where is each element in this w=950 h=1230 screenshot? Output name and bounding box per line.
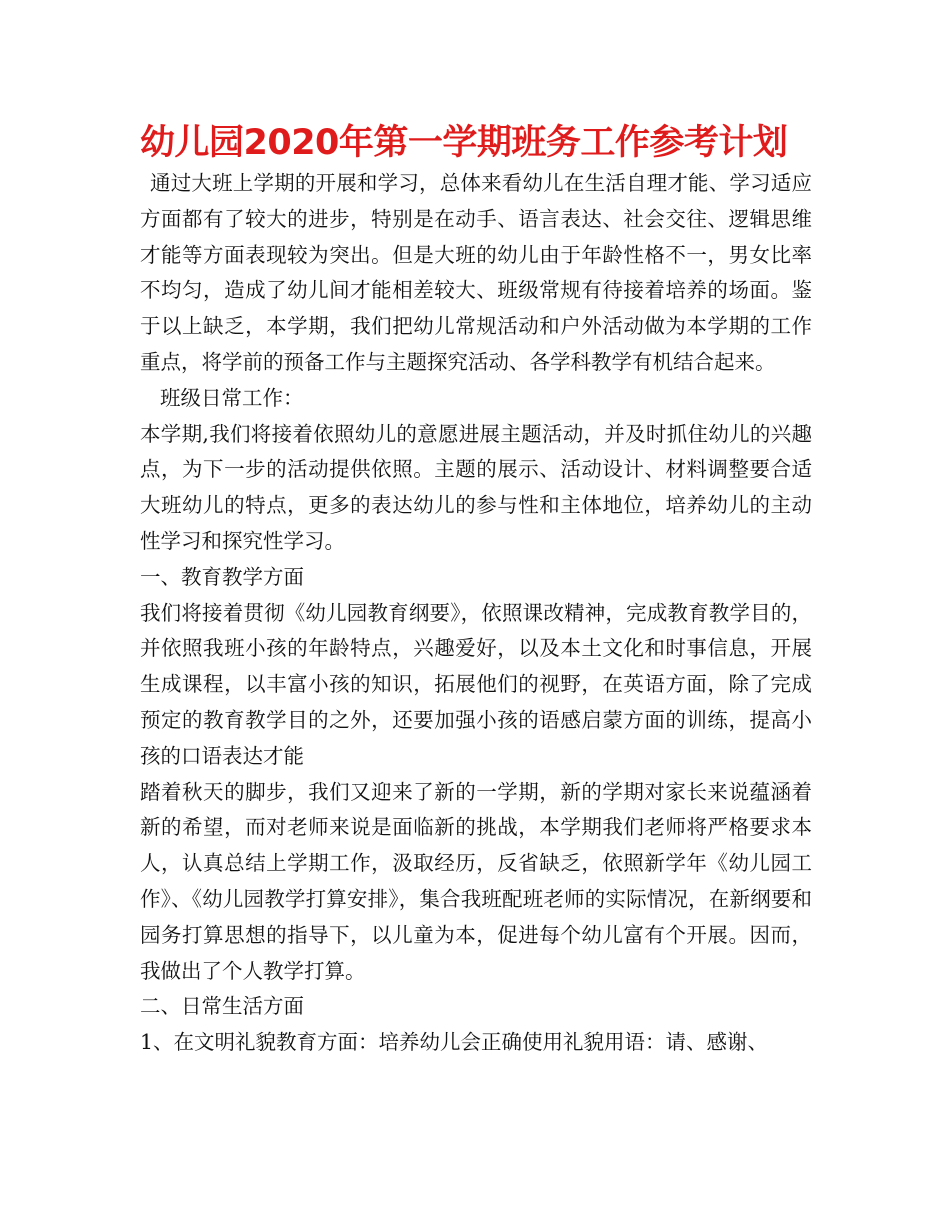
heading-daily-life: 二、日常生活方面: [140, 994, 304, 1019]
paragraph-intro: 通过大班上学期的开展和学习，总体来看幼儿在生活自理才能、学习适应方面都有了较大的进步，特别是在动手、语言表达、社会交往、逻辑思维才能等方面表现较为突出。但是大班的幼儿由于年龄性格不一，男女比率不均匀，造成了幼儿间才能相差较大、班级常规有待接着培养的场面。鉴于以上缺乏，本学期，我们把幼儿常规活动和户外活动做为本学期的工作重点，将学前的预备工作与主题探究活动、各学科教学有机结合起来。: [140, 171, 812, 374]
document-body: [140, 166, 812, 1061]
document-title: 幼儿园2020年第一学期班务工作参考计划: [140, 123, 788, 163]
heading-class-daily-work: 班级日常工作：: [160, 385, 304, 410]
paragraph-class-daily-work: 本学期,我们将接着依照幼儿的意愿进展主题活动，并及时抓住幼儿的兴趣点，为下一步的活动提供依照。主题的展示、活动设计、材料调整要合适大班幼儿的特点，更多的表达幼儿的参与性和主体地位，培养幼儿的主动性学习和探究性学习。: [140, 421, 812, 553]
paragraph-personal-plan: 踏着秋天的脚步，我们又迎来了新的一学期，新的学期对家长来说蕴涵着新的希望，而对老师来说是面临新的挑战，本学期我们老师将严格要求本人，认真总结上学期工作，汲取经历，反省缺乏，依照新学年《幼儿园工作》、《幼儿园教学打算安排》，集合我班配班老师的实际情况，在新纲要和园务打算思想的指导下，以儿童为本，促进每个幼儿富有个开展。因而，我做出了个人教学打算。: [140, 779, 812, 983]
paragraph-education-teaching: 我们将接着贯彻《幼儿园教育纲要》，依照课改精神，完成教育教学目的，并依照我班小孩的年龄特点，兴趣爱好，以及本土文化和时事信息，开展生成课程，以丰富小孩的知识，拓展他们的视野，在英语方面，除了完成预定的教育教学目的之外，还要加强小孩的语感启蒙方面的训练，提高小孩的口语表达才能: [140, 600, 812, 768]
paragraph-manners-education: 1、在文明礼貌教育方面：培养幼儿会正确使用礼貌用语：请、感谢、: [140, 1030, 769, 1055]
heading-education-teaching: 一、教育教学方面: [140, 564, 304, 589]
